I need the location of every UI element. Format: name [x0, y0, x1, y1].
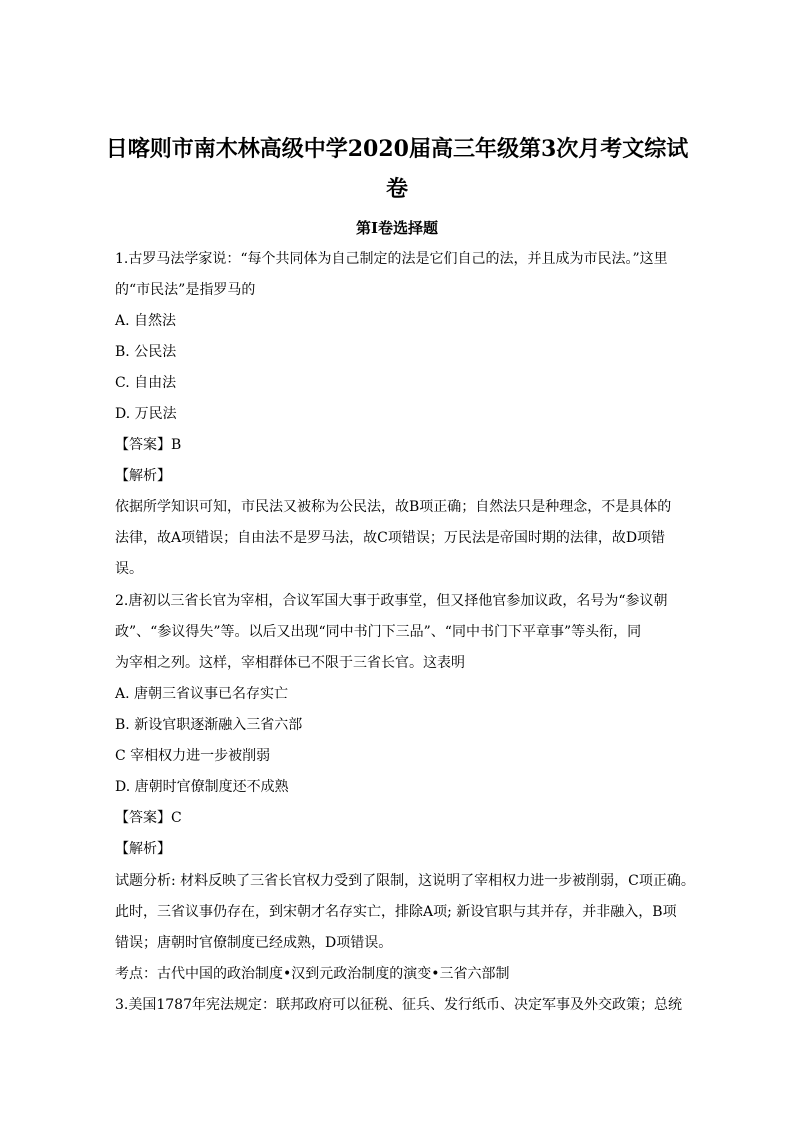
q2-stem-line-2: 政”、“参议得失”等。以后又出现“同中书门下三品”、“同中书门下平章事”等头衔，同	[115, 624, 642, 640]
document-title-line-1: 日喀则市南木林高级中学2020届高三年级第3次月考文综试	[105, 136, 689, 162]
q1-analysis-line-3: 误。	[115, 561, 143, 577]
q2-stem-line-1: 2.唐初以三省长官为宰相，合议军国大事于政事堂，但又择他官参加议政，名号为“参议朝	[115, 593, 668, 609]
q2-answer	[115, 808, 695, 828]
q2-analysis-line-2: 此时，三省议事仍存在，到宋朝才名存实亡，排除A项; 新设官职与其并存，并非融入，B项	[115, 904, 677, 920]
q2-analysis-line-3: 错误；唐朝时官僚制度已经成熟，D项错误。	[115, 935, 393, 951]
q2-option-b: B. 新设官职逐渐融入三省六部	[115, 717, 303, 733]
section-title: 第I卷选择题	[355, 219, 439, 237]
q1-stem-line-2: 的“市民法”是指罗马的	[115, 282, 256, 298]
q1-analysis-line-1: 依据所学知识可知，市民法又被称为公民法，故B项正确；自然法只是种理念，不是具体的	[115, 499, 672, 515]
q2-answer-label: 【答案】	[115, 810, 171, 826]
q2-analysis-line-1: 试题分析: 材料反映了三省长官权力受到了限制，这说明了宰相权力进一步被削弱，C项正确。	[115, 873, 695, 889]
q2-option-d: D. 唐朝时官僚制度还不成熟	[115, 779, 289, 795]
q2-option-c: C 宰相权力进一步被削弱	[115, 748, 271, 764]
q1-answer	[115, 435, 695, 455]
q1-option-d: D. 万民法	[115, 406, 177, 422]
q1-analysis-label: 【解析】	[115, 468, 171, 484]
q1-option-c: C. 自由法	[115, 375, 177, 391]
document-title-line-2: 卷	[385, 176, 408, 202]
q1-stem-line-1: 1.古罗马法学家说：“每个共同体为自己制定的法是它们自己的法，并且成为市民法。”这里	[115, 251, 668, 267]
q3-stem-line-1: 3.美国1787年宪法规定：联邦政府可以征税、征兵、发行纸币、决定军事及外交政策；总统	[115, 997, 682, 1013]
q2-stem-line-3: 为宰相之列。这样，宰相群体已不限于三省长官。这表明	[115, 655, 465, 671]
q1-analysis-line-2: 法律，故A项错误；自由法不是罗马法，故C项错误；万民法是帝国时期的法律，故D项错	[115, 530, 666, 546]
q1-option-a: A. 自然法	[115, 313, 177, 329]
q1-option-b: B. 公民法	[115, 344, 177, 360]
q2-answer-value: C	[171, 810, 182, 826]
q1-answer-label: 【答案】	[115, 437, 171, 453]
q1-answer-value: B	[171, 437, 182, 453]
q2-option-a: A. 唐朝三省议事已名存实亡	[115, 686, 289, 702]
q2-analysis-label: 【解析】	[115, 841, 171, 857]
q2-kaodian: 考点：古代中国的政治制度•汉到元政治制度的演变•三省六部制	[115, 966, 510, 982]
